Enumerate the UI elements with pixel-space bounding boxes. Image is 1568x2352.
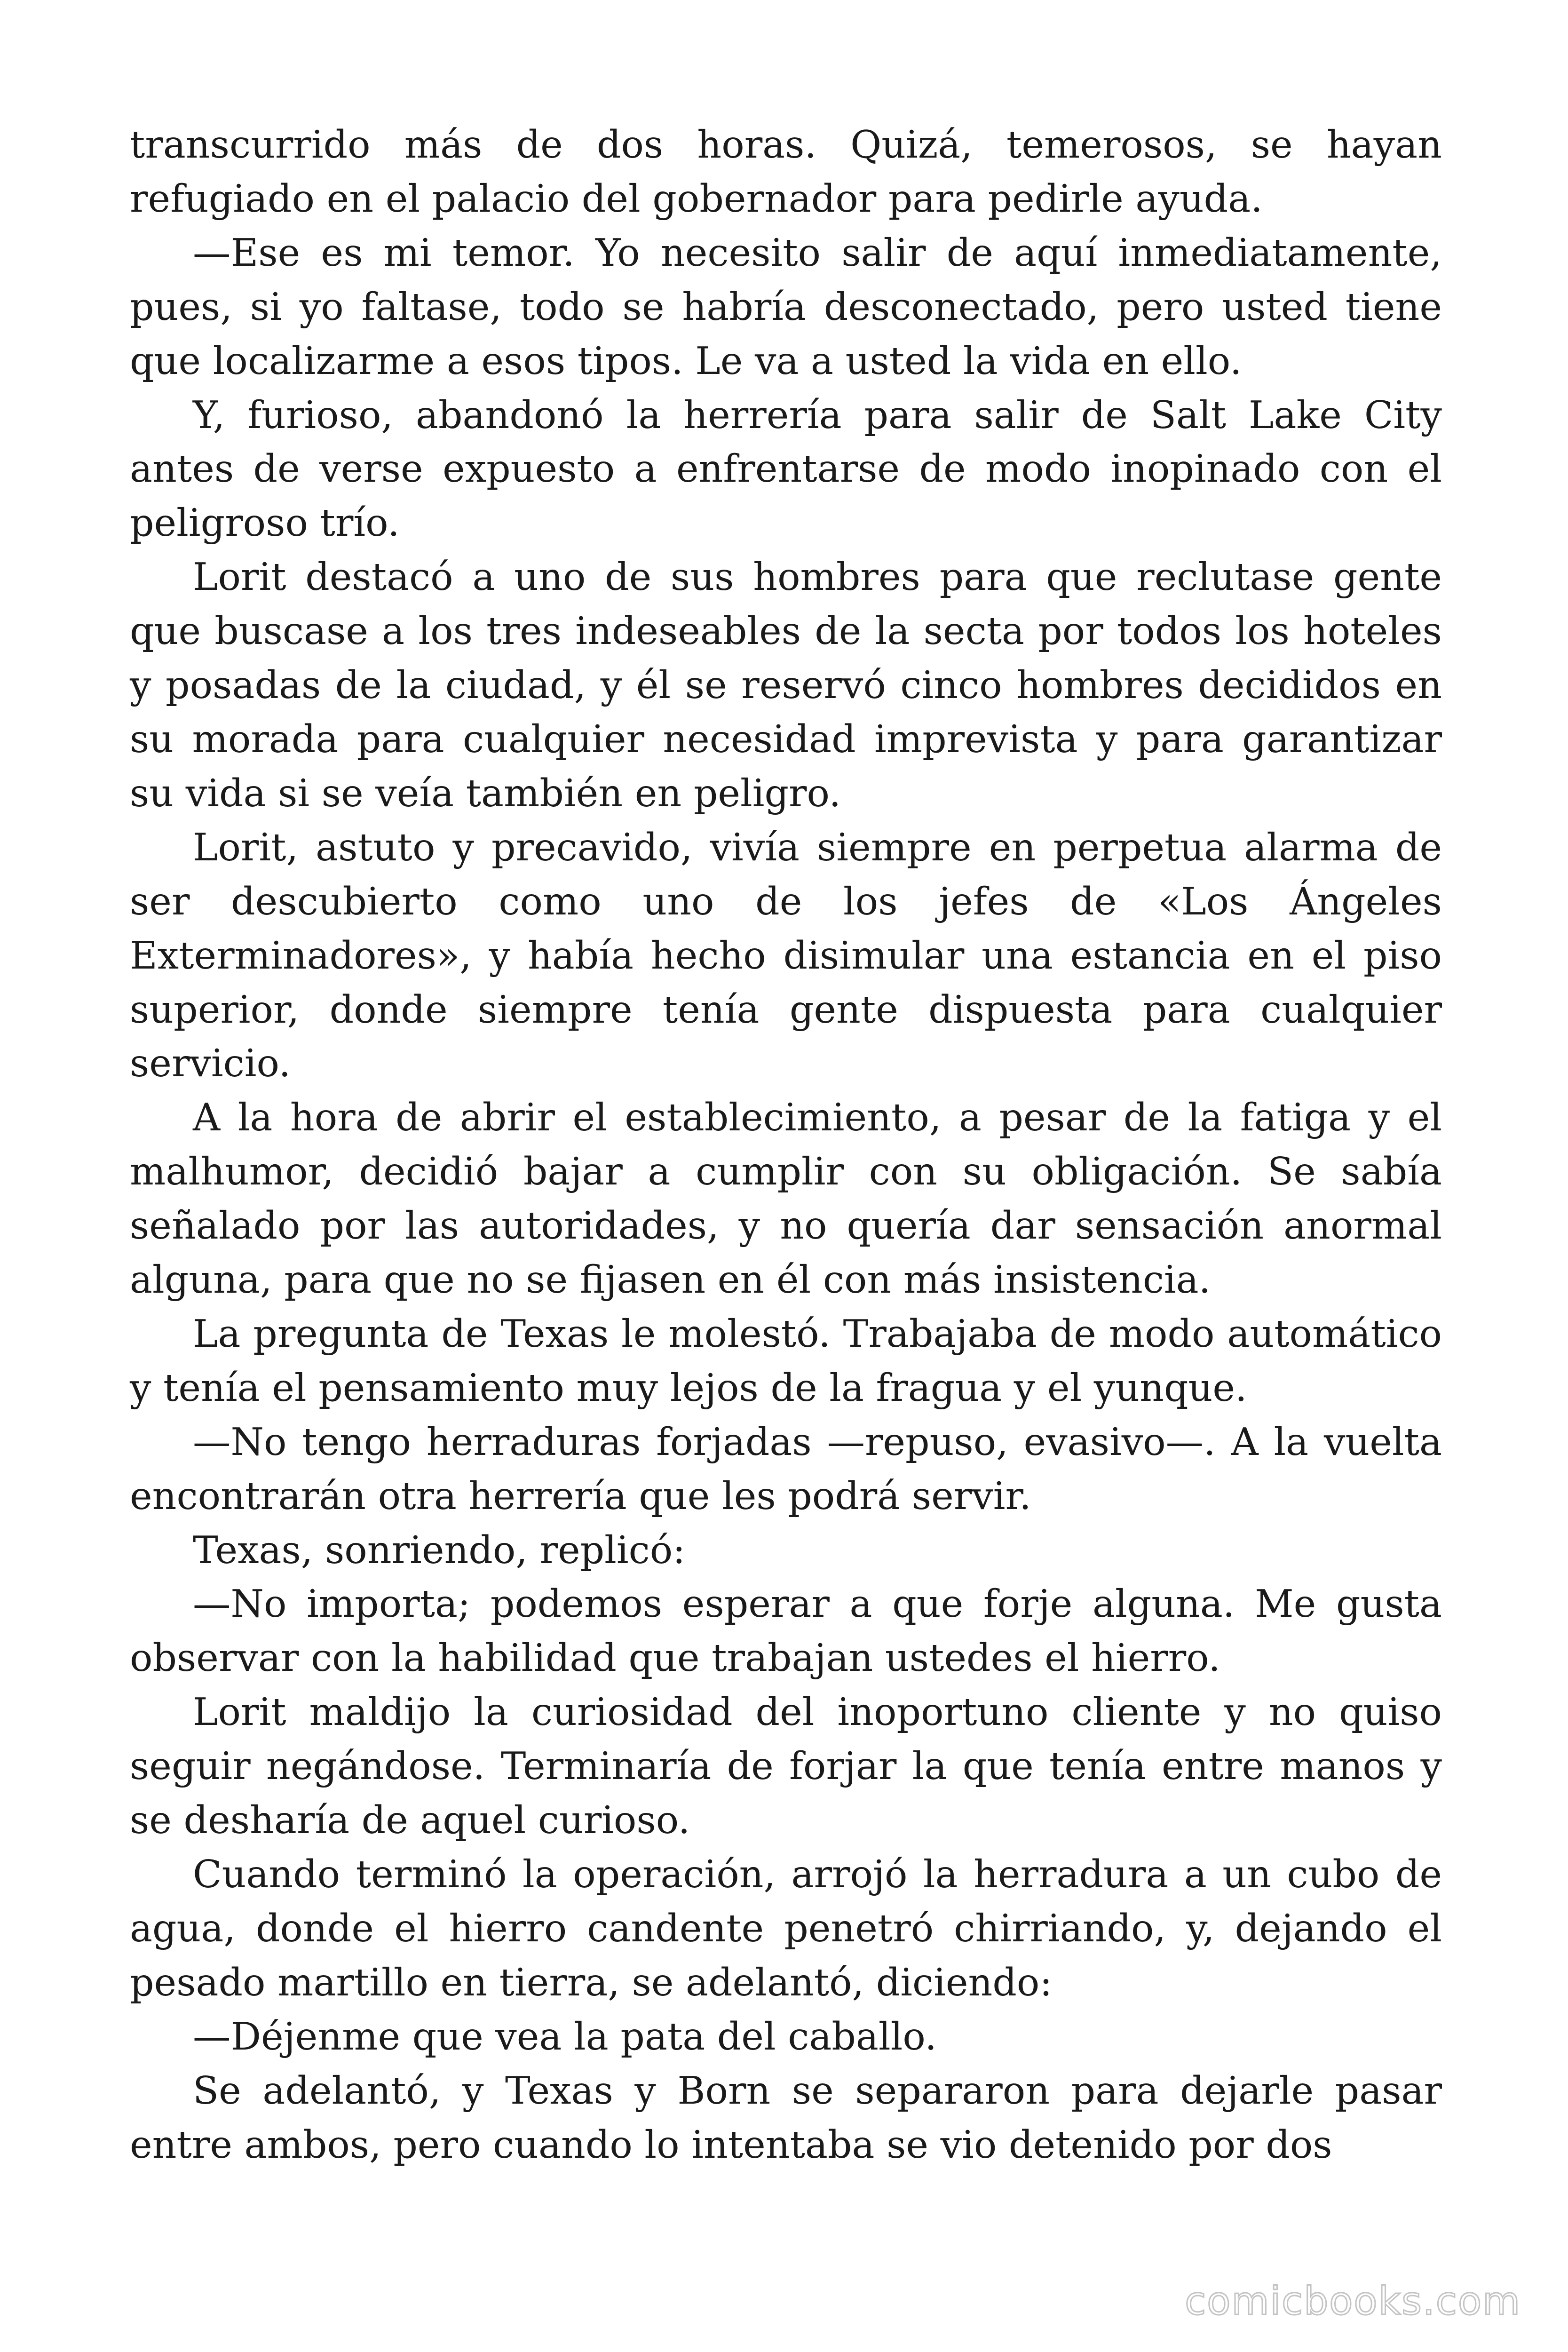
paragraph-6: A la hora de abrir el establecimiento, a pesar de la fatiga y el malhumor, decidió bajar a cumplir con su obligación. Se sabía señalado por las autoridades, y no quería dar sensación anormal alguna, para que no se fijasen en él con más insistencia. xyxy=(130,1095,1442,1302)
paragraph-1: transcurrido más de dos horas. Quizá, temerosos, se hayan refugiado en el palacio del gobernador para pedirle ayuda. xyxy=(130,122,1442,221)
paragraph-12: Cuando terminó la operación, arrojó la herradura a un cubo de agua, donde el hierro candente penetró chirriando, y, dejando el pesado martillo en tierra, se adelantó, diciendo: xyxy=(130,1852,1442,2004)
paragraph-4: Lorit destacó a uno de sus hombres para que reclutase gente que buscase a los tres indeseables de la secta por todos los hoteles y posadas de la ciudad, y él se reservó cinco hombres decididos en su morada para cualquier necesidad imprevista y para garantizar su vida si se veía también en peligro. xyxy=(130,555,1442,815)
paragraph-7: La pregunta de Texas le molestó. Trabajaba de modo automático y tenía el pensamiento muy lejos de la fragua y el yunque. xyxy=(130,1311,1442,1410)
paragraph-13: —Déjenme que vea la pata del caballo. xyxy=(193,2014,937,2058)
paragraph-2: —Ese es mi temor. Yo necesito salir de aquí inmediatamente, pues, si yo faltase, todo se habría desconectado, pero usted tiene que localizarme a esos tipos. Le va a usted la vida en ello. xyxy=(130,230,1442,383)
watermark: comicbooks.com xyxy=(1185,2279,1521,2324)
paragraph-3: Y, furioso, abandonó la herrería para salir de Salt Lake City antes de verse expuesto a enfrentarse de modo inopinado con el peligroso trío. xyxy=(130,392,1442,545)
paragraph-14: Se adelantó, y Texas y Born se separaron para dejarle pasar entre ambos, pero cuando lo intentaba se vio detenido por dos xyxy=(130,2068,1442,2167)
paragraph-9: Texas, sonriendo, replicó: xyxy=(193,1527,686,1572)
page-text xyxy=(130,118,1442,2171)
paragraph-5: Lorit, astuto y precavido, vivía siempre en perpetua alarma de ser descubierto como uno de los jefes de «Los Ángeles Exterminadores», y había hecho disimular una estancia en el piso superior, donde siempre tenía gente dispuesta para cualquier servicio. xyxy=(130,825,1442,1086)
paragraph-11: Lorit maldijo la curiosidad del inoportuno cliente y no quiso seguir negándose. Terminaría de forjar la que tenía entre manos y se desharía de aquel curioso. xyxy=(130,1690,1442,1843)
paragraph-10: —No importa; podemos esperar a que forje alguna. Me gusta observar con la habilidad que trabajan ustedes el hierro. xyxy=(130,1581,1442,1680)
paragraph-8: —No tengo herraduras forjadas —repuso, evasivo—. A la vuelta encontrarán otra herrería que les podrá servir. xyxy=(130,1419,1442,1518)
